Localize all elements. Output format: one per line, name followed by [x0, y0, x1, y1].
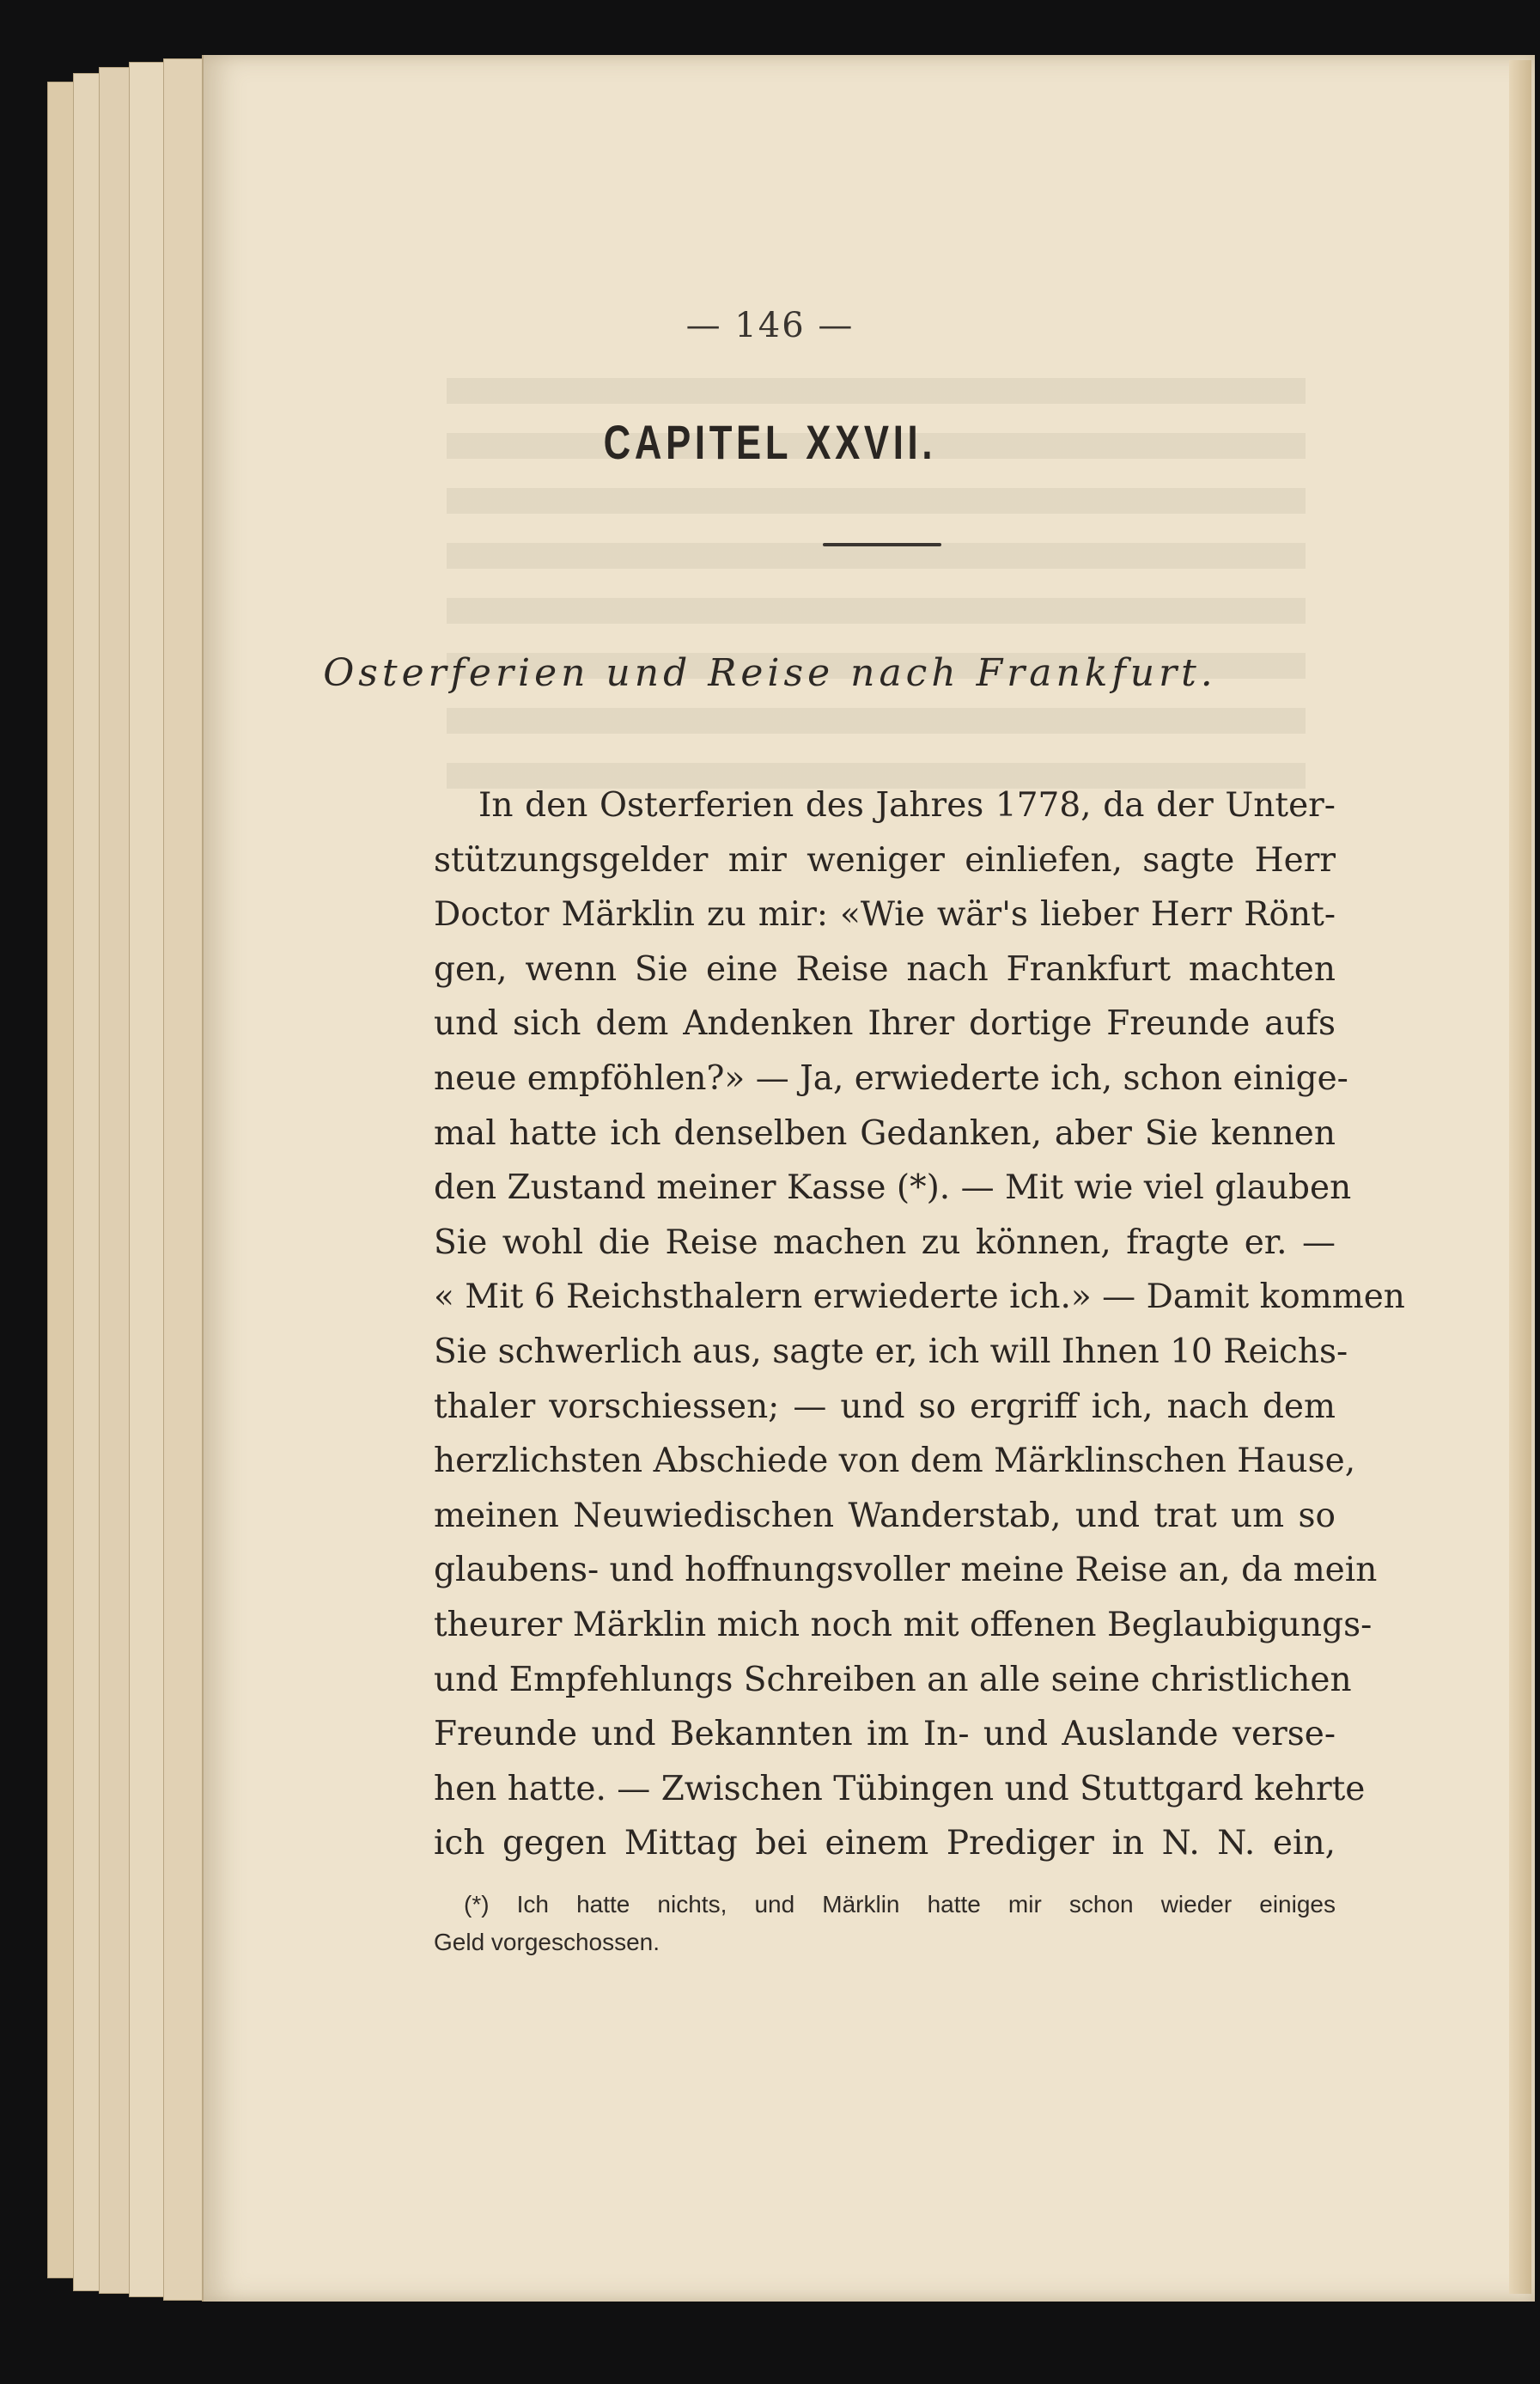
text-line: theurer Märklin mich noch mit offenen Beglaubigungs-	[434, 1605, 1373, 1644]
text-line: meinen Neuwiedischen Wanderstab, und trat um so	[434, 1496, 1336, 1535]
text-line: hen hatte. — Zwischen Tübingen und Stuttgard kehrte	[434, 1769, 1366, 1808]
page-right-edge	[1509, 60, 1531, 2294]
text-line: Doctor Märklin zu mir: «Wie wär's lieber Herr Rönt-	[434, 895, 1336, 935]
chapter-subtitle: Osterferien und Reise nach Frankfurt.	[323, 651, 1217, 695]
text-line: mal hatte ich denselben Gedanken, aber Sie kennen	[434, 1113, 1336, 1153]
text-line: gen, wenn Sie eine Reise nach Frankfurt machten	[434, 949, 1336, 989]
chapter-heading: CAPITEL XXVII.	[603, 415, 937, 469]
footnote-line: (*) Ich hatte nichts, und Märklin hatte mir schon wieder einiges	[464, 1891, 1336, 1918]
body-text	[434, 778, 1405, 1871]
page-number: — 146 —	[685, 306, 855, 345]
text-line: Sie wohl die Reise machen zu können, fragte er. —	[434, 1222, 1336, 1262]
text-line: Sie schwerlich aus, sagte er, ich will Ihnen 10 Reichs-	[434, 1332, 1348, 1371]
text-line: stützungsgelder mir weniger einliefen, sagte Herr	[434, 840, 1336, 880]
text-line: « Mit 6 Reichsthalern erwiederte ich.» — Damit kommen	[434, 1277, 1405, 1317]
text-line: Freunde und Bekannten im In- und Auslande verse-	[434, 1715, 1336, 1754]
text-line: In den Osterferien des Jahres 1778, da der Unter-	[478, 786, 1336, 825]
text-line: ich gegen Mittag bei einem Prediger in N. N. ein,	[434, 1824, 1336, 1863]
text-line: den Zustand meiner Kasse (*). — Mit wie viel glauben	[434, 1168, 1352, 1208]
text-line: und sich dem Andenken Ihrer dortige Freunde aufs	[434, 1004, 1336, 1044]
text-line: glaubens- und hoffnungsvoller meine Reise an, da mein	[434, 1551, 1378, 1590]
text-line: thaler vorschiessen; — und so ergriff ich, nach dem	[434, 1387, 1336, 1426]
text-line: und Empfehlungs Schreiben an alle seine christlichen	[434, 1660, 1352, 1699]
text-line: herzlichsten Abschiede von dem Märklinschen Hause,	[434, 1442, 1356, 1481]
heading-rule	[823, 543, 941, 546]
footnote	[434, 1886, 1336, 1961]
footnote-line: Geld vorgeschossen.	[434, 1929, 660, 1955]
text-line: neue empföhlen?» — Ja, erwiederte ich, schon einige-	[434, 1058, 1348, 1098]
